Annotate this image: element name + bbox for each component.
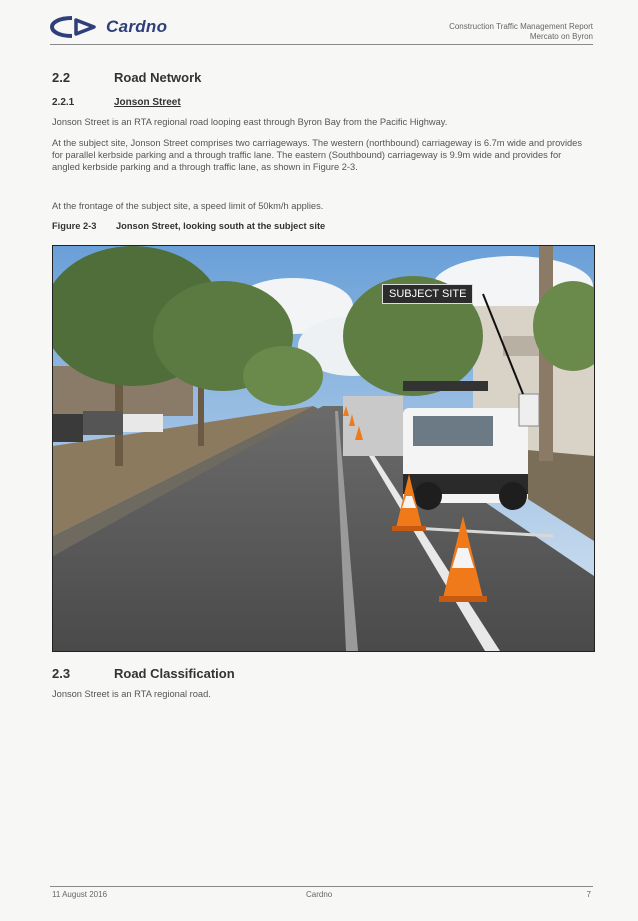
report-subtitle-line: Mercato on Byron [529, 32, 593, 41]
figure-caption [52, 221, 325, 231]
cardno-logo-icon [50, 15, 102, 39]
section-number: 2.2 [52, 70, 71, 85]
subsection-title: Jonson Street [114, 97, 181, 108]
subsection-number: 2.2.1 [52, 97, 75, 108]
logo [50, 15, 167, 39]
section-heading-2-2 [52, 70, 201, 85]
page-footer [50, 886, 593, 899]
section-title: Road Network [114, 70, 202, 85]
report-title [449, 22, 593, 42]
paragraph-intro: Jonson Street is an RTA regional road looping east through Byron Bay from the Pacific Highway. [52, 117, 448, 127]
paragraph-classification: Jonson Street is an RTA regional road. [52, 689, 211, 699]
section-number: 2.3 [52, 666, 71, 681]
logo-text: Cardno [106, 17, 168, 36]
section-title: Road Classification [114, 666, 235, 681]
page-number: 7 [586, 890, 591, 899]
subject-site-label: SUBJECT SITE [382, 284, 473, 304]
paragraph-carriageways: At the subject site, Jonson Street comprises two carriageways. The western (northbound) carriageway is 6.7m wide and provides for parallel kerbside parking and a through traffic lane. The eastern (Southbound) carriageway is 9.9m wide and provides for angled kerbside parking and a through traffic lane, as shown in Figure 2-3. [52, 138, 583, 173]
figure-caption-text: Jonson Street, looking south at the subject site [116, 221, 326, 231]
street-photo-illustration [53, 246, 594, 651]
footer-company: Cardno [306, 890, 333, 899]
section-heading-2-3 [52, 666, 235, 681]
paragraph-speed-limit: At the frontage of the subject site, a speed limit of 50km/h applies. [52, 201, 324, 211]
subsection-heading-2-2-1 [52, 97, 181, 108]
page-header [50, 12, 593, 45]
report-title-line: Construction Traffic Management Report [449, 22, 593, 31]
street-photo [52, 245, 595, 652]
figure-number: Figure 2-3 [52, 221, 97, 231]
footer-date: 11 August 2016 [52, 890, 108, 899]
